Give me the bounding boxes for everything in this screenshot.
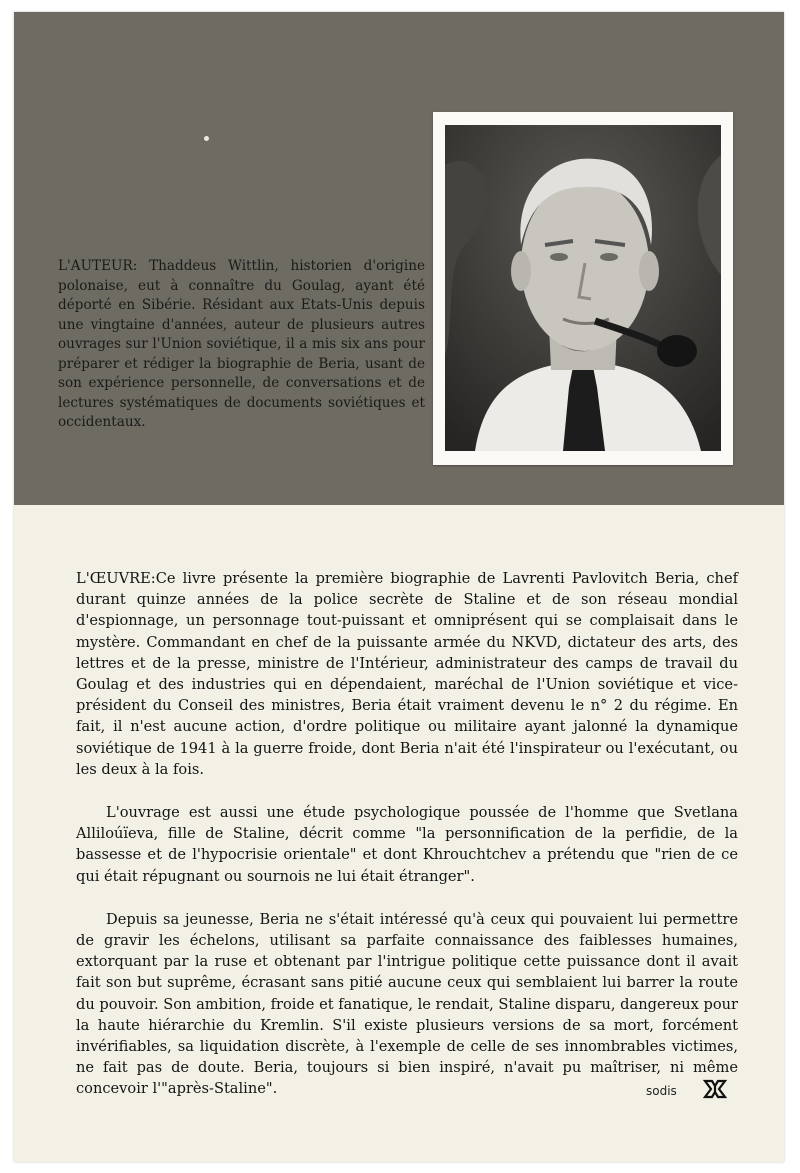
author-bio <box>58 257 425 433</box>
work-paragraph-1: Ce livre présente la première biographie de Lavrenti Pavlovitch Beria, chef durant quinze années de la police secrète de Staline et de son réseau mondial d'espionnage, un personnage tout-puissant et omniprésent qui se complaisait dans le mystère. Commandant en chef de la puissante armée du NKVD, dictateur des arts, des lettres et de la presse, ministre de l'Intérieur, administrateur des camps de travail du Goulag et des industries qui en dépendaient, maréchal de l'Union soviétique et vice-président du Conseil des ministres, Beria était vraiment devenu le n° 2 du régime. En fait, il n'est aucune action, d'ordre politique ou militaire ayant jalonné la dynamique soviétique de 1941 à la guerre froide, dont Beria n'ait été l'inspirateur ou l'exécutant, ou les deux à la fois. <box>76 570 738 778</box>
book-back-cover <box>14 12 784 1162</box>
author-label: L'AUTEUR: <box>58 258 138 274</box>
work-description <box>76 568 738 1122</box>
sodis-logo-icon <box>702 1076 728 1102</box>
top-grey-band <box>14 12 784 505</box>
speck-mark <box>204 136 209 141</box>
work-paragraph-3: Depuis sa jeunesse, Beria ne s'était intéressé qu'à ceux qui pouvaient lui permettre de gravir les échelons, utilisant sa parfaite connaissance des faiblesses humaines, extorquant par la ruse et obtenant par l'intrigue politique cette puissance dont il avait fait son but suprême, écrasant sans pitié aucune ceux qui semblaient lui barrer la route du pouvoir. Son ambition, froide et fanatique, le rendait, Staline disparu, dangereux pour la haute hiérarchie du Kremlin. S'il existe plusieurs versions de sa mort, forcément invérifiables, sa liquidation discrète, à l'exemple de celle de ses innombrables victimes, ne fait pas de doute. Beria, toujours si bien inspiré, n'avait pu maîtriser, ni même concevoir l'"après-Staline". <box>76 910 738 1098</box>
work-paragraph-2: L'ouvrage est aussi une étude psychologique poussée de l'homme que Svetlana Alliloúïeva, fille de Staline, décrit comme "la personnification de la perfidie, de la bassesse et de l'hypocrisie orientale" et dont Khrouchtchev a prétendu que "rien de ce qui était répugnant ou sournois ne lui était étranger". <box>76 804 738 885</box>
author-bio-text: Thaddeus Wittlin, historien d'origine polonaise, eut à connaître du Goulag, ayant été déporté en Sibérie. Résidant aux Etats-Unis depuis une vingtaine d'années, auteur de plusieurs autres ouvrages sur l'Union soviétique, il a mis six ans pour préparer et rédiger la biographie de Beria, usant de son expérience personnelle, de conversations et de lectures systématiques de documents soviétiques et occidentaux. <box>58 258 425 430</box>
publisher-name: sodis <box>646 1084 677 1098</box>
portrait-icon <box>445 125 721 451</box>
author-portrait-photo <box>445 125 721 451</box>
work-label: L'ŒUVRE: <box>76 570 156 587</box>
author-photo-frame <box>433 112 733 465</box>
